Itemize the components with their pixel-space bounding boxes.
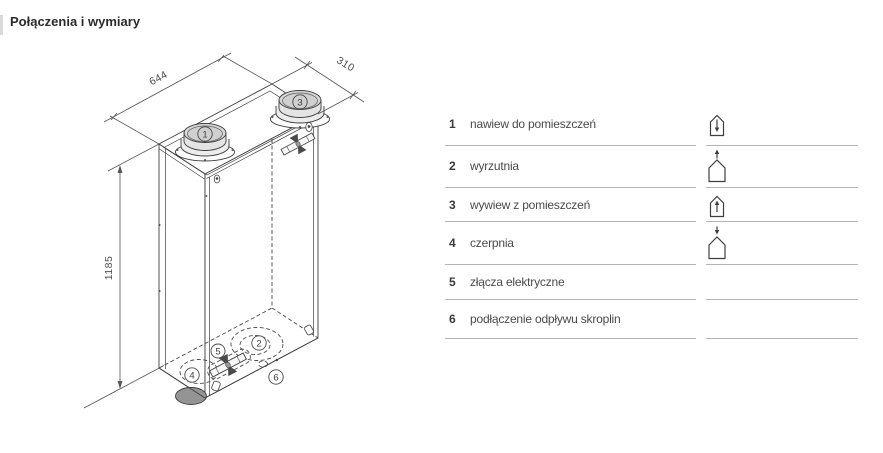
svg-text:2: 2 xyxy=(256,338,262,350)
row-number: 6 xyxy=(449,311,456,326)
legend-cell-label xyxy=(445,300,696,339)
callout-2 xyxy=(252,336,266,350)
row-label: nawiew do pomieszczeń xyxy=(470,117,596,132)
callout-5 xyxy=(211,344,225,358)
house-arrow-up-above-icon xyxy=(706,149,728,183)
callout-6 xyxy=(269,370,283,384)
legend-cell-label xyxy=(445,265,696,300)
legend-cell-label xyxy=(445,188,696,222)
legend-cell-label xyxy=(445,104,696,146)
dim-arrow-up xyxy=(118,165,123,173)
row-number: 1 xyxy=(449,117,456,132)
device-isometric-drawing xyxy=(0,0,440,453)
legend-cell-icon xyxy=(706,104,858,146)
legend-cell-label xyxy=(445,222,696,265)
table-row xyxy=(445,300,858,339)
row-label: złącza elektryczne xyxy=(470,275,565,289)
legend-cell-icon xyxy=(706,222,858,265)
svg-text:3: 3 xyxy=(297,97,303,109)
dim-height-label: 1185 xyxy=(103,255,115,281)
legend-cell-icon xyxy=(706,265,858,300)
callout-4 xyxy=(185,368,199,382)
row-label: wyrzutnia xyxy=(470,159,519,174)
table-row xyxy=(445,188,858,222)
svg-text:6: 6 xyxy=(273,372,279,384)
row-label: podłączenie odpływu skroplin xyxy=(470,311,621,326)
row-number: 2 xyxy=(449,159,456,174)
row-label: wywiew z pomieszczeń xyxy=(470,197,591,212)
table-row xyxy=(445,265,858,300)
page-title: Połączenia i wymiary xyxy=(10,14,141,29)
svg-text:5: 5 xyxy=(215,346,221,358)
row-number: 5 xyxy=(449,275,456,289)
row-label: czerpnia xyxy=(470,236,514,250)
legend-cell-icon xyxy=(706,146,858,189)
svg-text:1: 1 xyxy=(202,129,208,141)
legend-cell-label xyxy=(445,146,696,189)
table-row xyxy=(445,104,858,146)
table-row xyxy=(445,146,858,189)
row-number: 4 xyxy=(449,236,456,250)
house-arrow-down-inside-icon xyxy=(706,109,728,139)
legend-table xyxy=(445,104,858,339)
dim-width-label: 644 xyxy=(147,68,170,89)
dimension-height xyxy=(84,144,164,409)
table-row xyxy=(445,222,858,265)
svg-text:4: 4 xyxy=(189,370,195,382)
legend-cell-icon xyxy=(706,188,858,222)
legend-cell-icon xyxy=(706,300,858,339)
row-number: 3 xyxy=(449,197,456,212)
house-arrow-up-inside-icon xyxy=(706,190,728,220)
dim-depth-label: 310 xyxy=(334,54,357,75)
house-arrow-down-above-icon xyxy=(706,226,728,260)
